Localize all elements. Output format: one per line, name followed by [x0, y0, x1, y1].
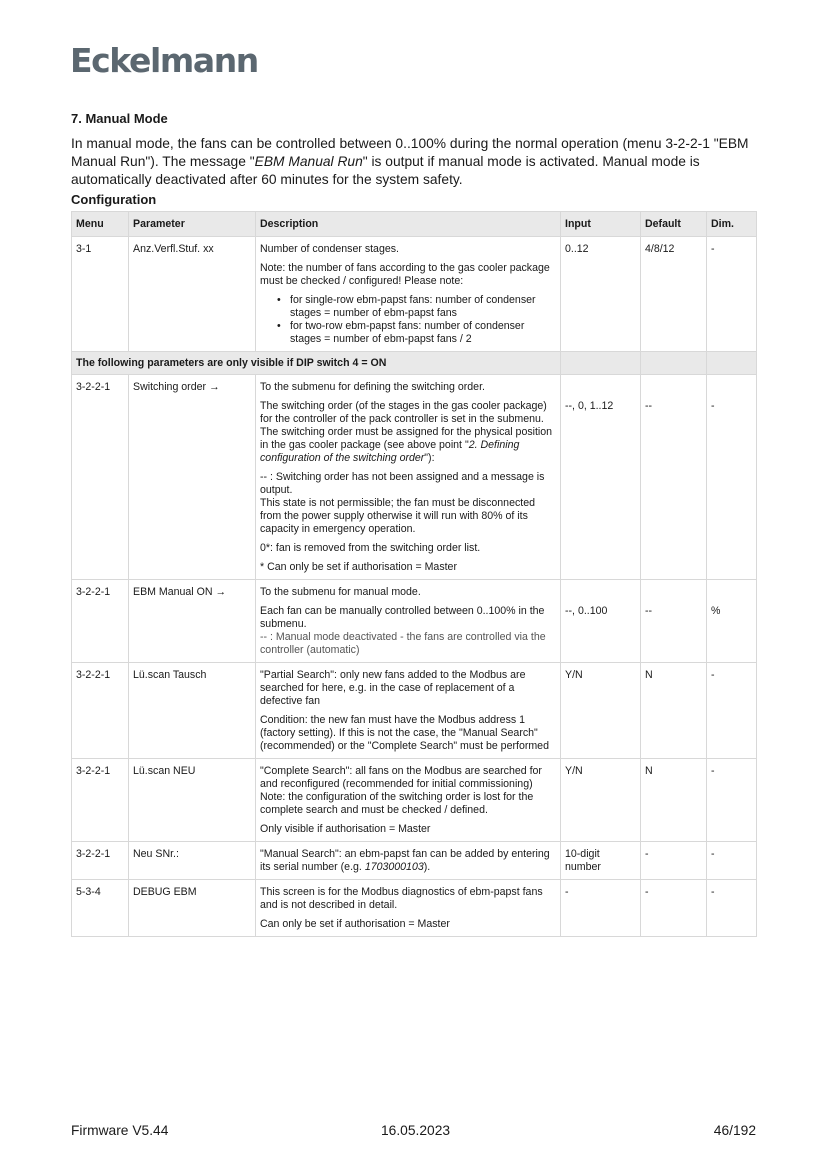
cell-default: 4/8/12: [641, 237, 707, 352]
description-text: Condition: the new fan must have the Modbus address 1 (factory setting). If this is not the case, the "Manual Search" (recommended) or the "Complete Search" must be performed: [260, 714, 549, 752]
table-row: [72, 759, 757, 842]
cell-default: N: [641, 759, 707, 842]
section-row-label: The following parameters are only visible if DIP switch 4 = ON: [72, 352, 561, 375]
footer-firmware: Firmware V5.44: [71, 1123, 169, 1138]
list-item: • for two-row ebm-papst fans: number of condenser stages = number of ebm-papst fans / 2: [290, 320, 556, 346]
description-text: To the submenu for defining the switching order.: [260, 381, 485, 393]
cell-description: [256, 375, 561, 580]
cell-input: Y/N: [561, 663, 641, 759]
cell-dim: -: [707, 375, 757, 580]
footer-page-number: 46/192: [713, 1123, 756, 1138]
cell-input: 10-digit number: [561, 842, 641, 880]
description-text: "Partial Search": only new fans added to the Modbus are searched for here, e.g. in the case of replacement of a defective fan: [260, 669, 526, 707]
intro-text-1: In manual mode, the fans can be controlled between 0..100% during the normal operation (menu 3-2-2-1 "EBM Manual Run"). The message ": [71, 136, 749, 169]
cell-description: [256, 880, 561, 937]
cell-dim: %: [707, 580, 757, 663]
cell-input: 0..12: [561, 237, 641, 352]
table-row: [72, 375, 757, 580]
description-text: To the submenu for manual mode.: [260, 586, 421, 598]
description-text: Note: the number of fans according to the gas cooler package must be checked / configured! Please note:: [260, 262, 550, 287]
cell-input: --, 0, 1..12: [561, 375, 641, 580]
cell-parameter: DEBUG EBM: [129, 880, 256, 937]
cell-default: --: [641, 580, 707, 663]
header-dim: Dim.: [707, 212, 757, 237]
cell-parameter: Neu SNr.:: [129, 842, 256, 880]
header-menu: Menu: [72, 212, 129, 237]
header-default: Default: [641, 212, 707, 237]
description-text: -- : Switching order has not been assigned and a message is output. This state is not permissible; the fan must be disconnected from the power supply otherwise it will run with 80% of its capacity in emergency operation.: [260, 471, 545, 535]
cell-default: -: [641, 842, 707, 880]
cell-dim: -: [707, 663, 757, 759]
list-item: • for single-row ebm-papst fans: number of condenser stages = number of ebm-papst fans: [290, 294, 556, 320]
header-input: Input: [561, 212, 641, 237]
cell-dim: -: [707, 842, 757, 880]
cell-description: [256, 663, 561, 759]
footer-date: 16.05.2023: [381, 1123, 451, 1138]
table-row: [72, 842, 757, 880]
cell-description: [256, 842, 561, 880]
configuration-table: [71, 211, 757, 937]
table-row: [72, 237, 757, 352]
cell-menu: 3-2-2-1: [72, 375, 129, 580]
description-text: * Can only be set if authorisation = Master: [260, 561, 457, 573]
cell-menu: 3-2-2-1: [72, 663, 129, 759]
cell-parameter: EBM Manual ON →: [129, 580, 256, 663]
description-text: "Complete Search": all fans on the Modbus are searched for and reconfigured (recommended for initial commissioning) Note: the configuration of the switching order is lost for the complete search and must be checked / defined.: [260, 765, 542, 816]
header-parameter: Parameter: [129, 212, 256, 237]
intro-text-2: " is output if manual mode is activated. Manual mode is automatically deactivated after 60 minutes for the system safety.: [71, 154, 700, 187]
cell-description: [256, 580, 561, 663]
bullet-list: [260, 294, 556, 346]
section-title: 7. Manual Mode: [71, 111, 168, 126]
company-logo: Eckelmann: [70, 41, 258, 80]
intro-emphasis: EBM Manual Run: [254, 154, 363, 169]
cell-parameter: Lü.scan Tausch: [129, 663, 256, 759]
table-row: [72, 663, 757, 759]
cell-parameter: Lü.scan NEU: [129, 759, 256, 842]
description-text: The switching order (of the stages in the gas cooler package) for the controller of the pack controller is set in the submenu. The switching order must be assigned for the physical position in the gas cooler package (see above point "2. Defining configuration of the switching order"):: [260, 400, 553, 464]
intro-paragraph: [71, 135, 761, 189]
cell-default: -: [641, 880, 707, 937]
cell-menu: 3-2-2-1: [72, 580, 129, 663]
table-section-row: [72, 352, 757, 375]
header-description: Description: [256, 212, 561, 237]
description-text: This screen is for the Modbus diagnostics of ebm-papst fans and is not described in detail.: [260, 886, 543, 911]
description-text: Only visible if authorisation = Master: [260, 823, 431, 835]
cell-dim: -: [707, 880, 757, 937]
cell-dim: -: [707, 237, 757, 352]
description-text: "Manual Search": an ebm-papst fan can be added by entering its serial number (e.g. 1703000103).: [260, 848, 550, 873]
cell-menu: 3-2-2-1: [72, 759, 129, 842]
cell-dim: -: [707, 759, 757, 842]
cell-default: N: [641, 663, 707, 759]
table-row: [72, 880, 757, 937]
cell-menu: 5-3-4: [72, 880, 129, 937]
cell-menu: 3-1: [72, 237, 129, 352]
description-text: Number of condenser stages.: [260, 243, 399, 255]
cell-parameter: Anz.Verfl.Stuf. xx: [129, 237, 256, 352]
configuration-title: Configuration: [71, 192, 157, 207]
cell-parameter: Switching order →: [129, 375, 256, 580]
cell-description: [256, 759, 561, 842]
cell-input: Y/N: [561, 759, 641, 842]
description-text: Each fan can be manually controlled between 0..100% in the submenu. -- : Manual mode deactivated - the fans are controlled via the controller (automatic): [260, 605, 546, 656]
table-header-row: [72, 212, 757, 237]
description-text: Can only be set if authorisation = Master: [260, 918, 450, 930]
cell-menu: 3-2-2-1: [72, 842, 129, 880]
table-row: [72, 580, 757, 663]
cell-input: -: [561, 880, 641, 937]
cell-default: --: [641, 375, 707, 580]
description-text: 0*: fan is removed from the switching order list.: [260, 542, 481, 554]
cell-description: [256, 237, 561, 352]
cell-input: --, 0..100: [561, 580, 641, 663]
